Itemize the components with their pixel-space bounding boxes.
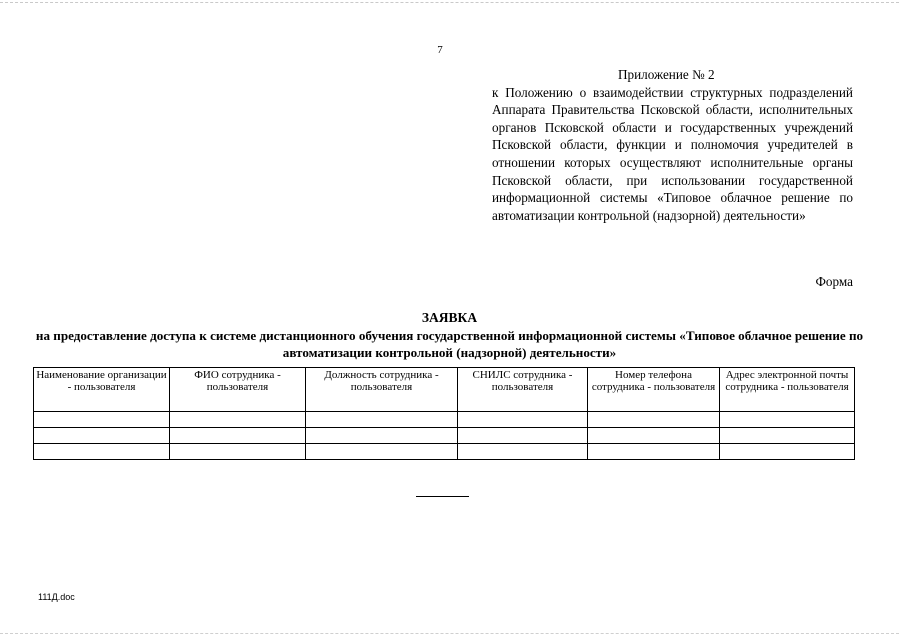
table-header-row — [34, 368, 855, 412]
request-table — [33, 367, 855, 460]
form-label: Форма — [815, 274, 853, 289]
table-cell — [458, 444, 588, 460]
table-row — [34, 444, 855, 460]
table-cell — [458, 412, 588, 428]
table-cell — [306, 412, 458, 428]
appendix-reference: к Положению о взаимодействии структурных подразделений Аппарата Правительства Псковской области, исполнительных органов Псковской области и государственных учреждений Псковской области, функции и полномочия учредителей в отношении которых осуществляют исполнительные органы Псковской области, при использовании государственной информационной системы «Типовое облачное решение по автоматизации контрольной (надзорной) деятельности» — [492, 84, 853, 223]
scan-edge-top — [0, 2, 899, 3]
appendix-block — [492, 66, 853, 224]
column-header-full-name: ФИО сотрудника - пользователя — [170, 368, 306, 412]
end-separator-line — [416, 496, 469, 497]
table-row — [34, 428, 855, 444]
table-cell — [170, 412, 306, 428]
table-cell — [170, 428, 306, 444]
table-cell — [306, 444, 458, 460]
table-cell — [458, 428, 588, 444]
table-cell — [720, 412, 855, 428]
table-cell — [34, 428, 170, 444]
table-row — [34, 412, 855, 428]
scan-edge-bottom — [0, 633, 899, 634]
table-cell — [588, 428, 720, 444]
column-header-phone: Номер телефона сотрудника - пользователя — [588, 368, 720, 412]
table-cell — [720, 428, 855, 444]
column-header-position: Должность сотрудника - пользователя — [306, 368, 458, 412]
document-title: ЗАЯВКА — [421, 310, 478, 325]
table-cell — [306, 428, 458, 444]
column-header-snils: СНИЛС сотрудника - пользователя — [458, 368, 588, 412]
appendix-title: Приложение № 2 — [618, 67, 715, 82]
document-subtitle: на предоставление доступа к системе дистанционного обучения государственной информационной системы «Типовое облачное решение по автоматизации контрольной (надзорной) деятельности» — [35, 328, 864, 360]
file-name-footer: 111Д.doc — [38, 592, 75, 602]
table-cell — [34, 444, 170, 460]
table-cell — [588, 444, 720, 460]
page-number: 7 — [437, 44, 443, 56]
table-cell — [170, 444, 306, 460]
column-header-email: Адрес электронной почты сотрудника - пользователя — [720, 368, 855, 412]
table-cell — [34, 412, 170, 428]
column-header-organization: Наименование организации - пользователя — [34, 368, 170, 412]
table-cell — [588, 412, 720, 428]
table-cell — [720, 444, 855, 460]
